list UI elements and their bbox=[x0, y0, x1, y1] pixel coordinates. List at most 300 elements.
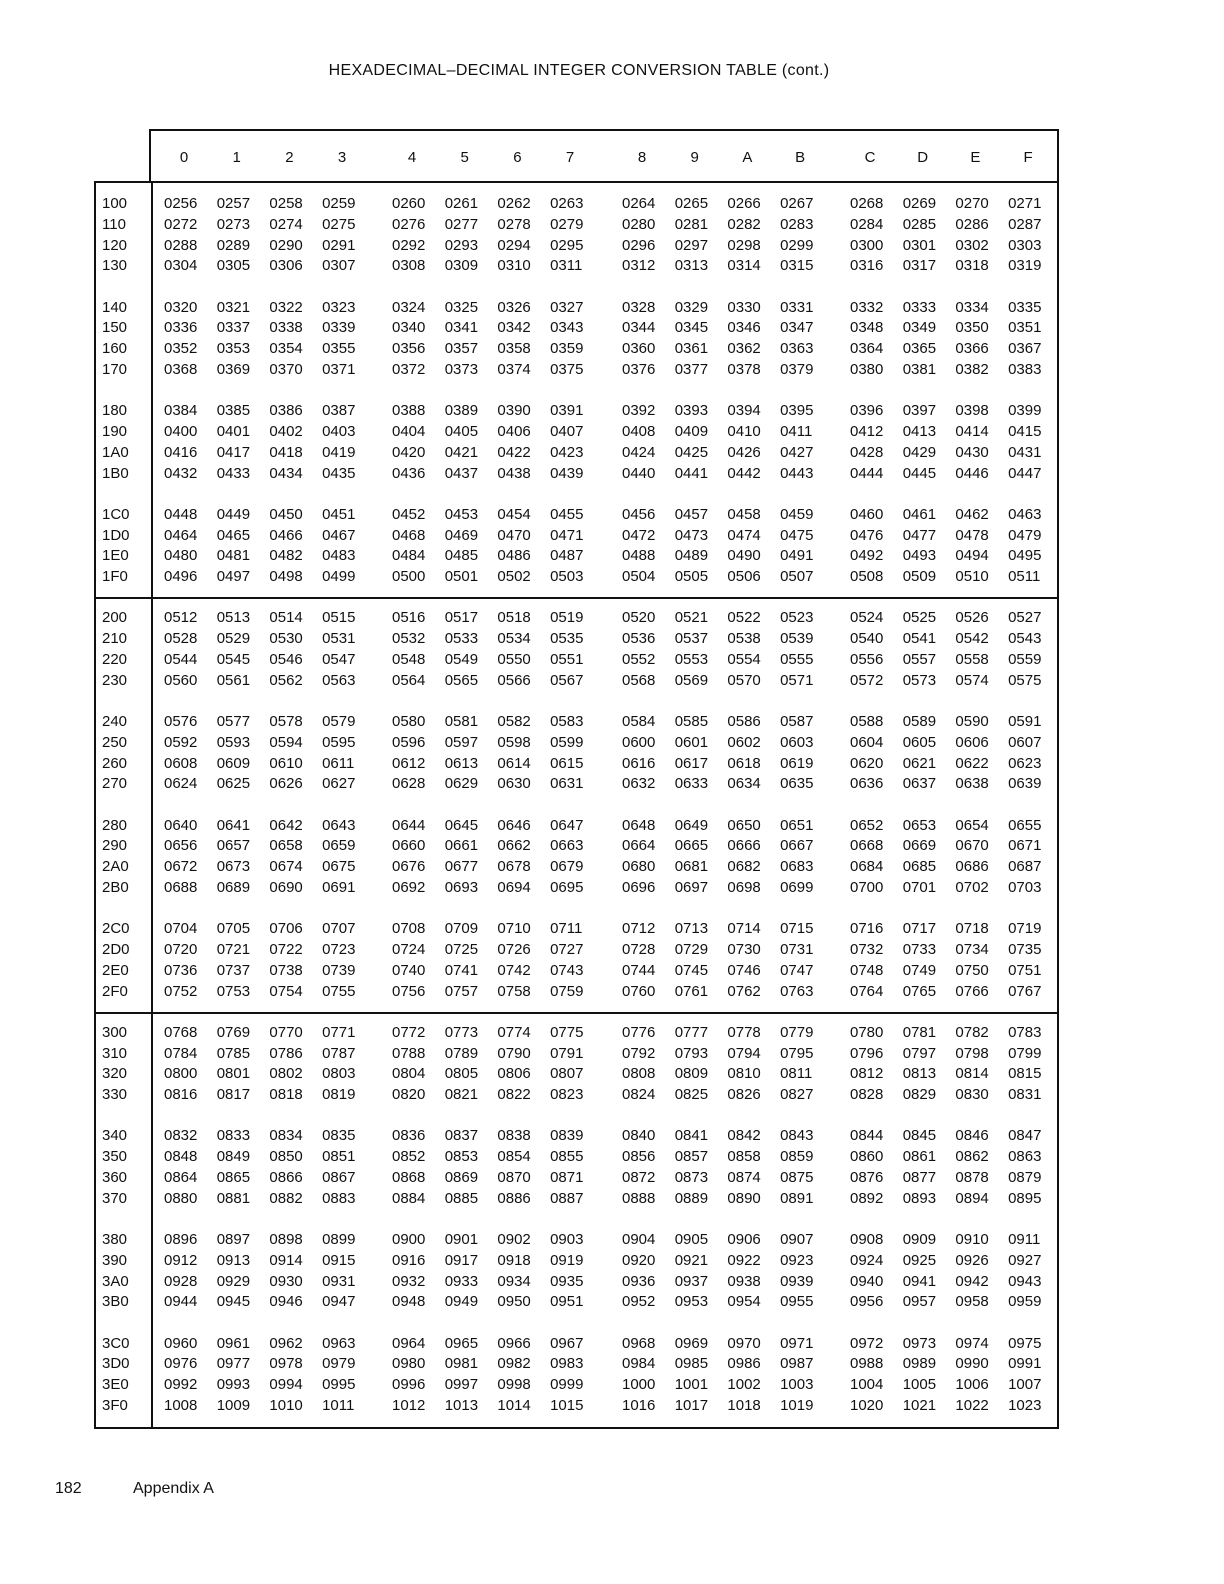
table-cell: 0824 bbox=[622, 1086, 656, 1104]
table-cell: 0967 bbox=[550, 1334, 584, 1352]
table-cell: 0923 bbox=[780, 1251, 814, 1269]
table-cell: 0781 bbox=[902, 1023, 937, 1041]
table-cell: 0595 bbox=[322, 733, 356, 751]
table-cell: 0952 bbox=[622, 1293, 656, 1311]
table-cell: 0977 bbox=[216, 1355, 251, 1373]
table-cell: 0436 bbox=[392, 464, 426, 482]
table-cell: 0534 bbox=[497, 630, 531, 648]
table-cell: 0546 bbox=[269, 651, 303, 668]
table-cell: 0631 bbox=[550, 775, 584, 793]
table-cell: 0384 bbox=[164, 402, 198, 420]
table-cell: 0457 bbox=[674, 505, 709, 523]
table-cell: 0729 bbox=[674, 941, 709, 958]
table-cell: 0788 bbox=[392, 1044, 426, 1062]
table-cell: 0477 bbox=[902, 526, 937, 544]
table-cell: 0285 bbox=[902, 215, 937, 233]
table-cell: 0678 bbox=[497, 858, 531, 876]
table-cell: 0749 bbox=[902, 961, 937, 979]
table-cell: 1020 bbox=[850, 1397, 884, 1414]
table-cell: 0846 bbox=[955, 1127, 989, 1145]
table-cell: 0404 bbox=[392, 423, 426, 440]
table-cell: 0608 bbox=[164, 754, 198, 772]
table-cell: 0286 bbox=[955, 215, 989, 233]
table-cell: 0877 bbox=[902, 1169, 937, 1186]
row-label: 220 bbox=[102, 651, 128, 668]
table-cell: 0907 bbox=[780, 1231, 814, 1248]
row-label: 1F0 bbox=[102, 568, 128, 586]
table-cell: 0936 bbox=[622, 1272, 656, 1290]
table-cell: 0642 bbox=[269, 816, 303, 834]
table-cell: 0473 bbox=[674, 526, 709, 544]
table-cell: 0890 bbox=[727, 1189, 761, 1207]
table-cell: 0347 bbox=[780, 319, 814, 337]
table-cell: 1003 bbox=[780, 1376, 814, 1394]
table-cell: 0744 bbox=[622, 961, 656, 979]
column-header-C: C bbox=[864, 149, 876, 166]
table-cell: 0685 bbox=[902, 858, 937, 876]
table-cell: 0656 bbox=[164, 837, 198, 855]
table-cell: 0551 bbox=[550, 651, 584, 668]
table-cell: 0797 bbox=[902, 1044, 937, 1062]
column-header-0: 0 bbox=[179, 149, 189, 166]
table-cell: 0308 bbox=[392, 257, 426, 275]
table-cell: 0259 bbox=[322, 195, 356, 212]
table-cell: 0541 bbox=[902, 630, 937, 648]
row-label: 390 bbox=[102, 1251, 128, 1269]
table-cell: 0859 bbox=[780, 1148, 814, 1166]
table-cell: 0491 bbox=[780, 547, 814, 565]
table-cell: 0487 bbox=[550, 547, 584, 565]
table-cell: 0429 bbox=[902, 443, 937, 461]
table-cell: 0693 bbox=[444, 879, 479, 896]
table-cell: 0419 bbox=[322, 443, 356, 461]
table-cell: 0896 bbox=[164, 1231, 198, 1248]
row-label: 2F0 bbox=[102, 982, 128, 1000]
table-cell: 0453 bbox=[444, 505, 479, 523]
table-cell: 1013 bbox=[444, 1397, 479, 1414]
table-cell: 0398 bbox=[955, 402, 989, 420]
table-cell: 0574 bbox=[955, 671, 989, 689]
table-cell: 0437 bbox=[444, 464, 479, 482]
table-cell: 0550 bbox=[497, 651, 531, 668]
table-cell: 0482 bbox=[269, 547, 303, 565]
table-cell: 0810 bbox=[727, 1065, 761, 1083]
table-cell: 0708 bbox=[392, 920, 426, 938]
table-cell: 0455 bbox=[550, 505, 584, 523]
table-cell: 0331 bbox=[780, 298, 814, 316]
table-cell: 0585 bbox=[674, 713, 709, 730]
table-cell: 0299 bbox=[780, 236, 814, 254]
table-cell: 0309 bbox=[444, 257, 479, 275]
table-cell: 0624 bbox=[164, 775, 198, 793]
table-cell: 0388 bbox=[392, 402, 426, 420]
table-cell: 0433 bbox=[216, 464, 251, 482]
table-cell: 0707 bbox=[322, 920, 356, 938]
table-cell: 0944 bbox=[164, 1293, 198, 1311]
table-cell: 0980 bbox=[392, 1355, 426, 1373]
table-cell: 1018 bbox=[727, 1397, 761, 1414]
table-cell: 0322 bbox=[269, 298, 303, 316]
table-cell: 0947 bbox=[322, 1293, 356, 1311]
table-cell: 0268 bbox=[850, 195, 884, 212]
table-cell: 0258 bbox=[269, 195, 303, 212]
table-cell: 0484 bbox=[392, 547, 426, 565]
table-cell: 0355 bbox=[322, 340, 356, 358]
table-cell: 0986 bbox=[727, 1355, 761, 1373]
table-cell: 0937 bbox=[674, 1272, 709, 1290]
section-label: Appendix A bbox=[133, 1480, 214, 1497]
table-cell: 0894 bbox=[955, 1189, 989, 1207]
table-cell: 0572 bbox=[850, 671, 884, 689]
table-cell: 0416 bbox=[164, 443, 198, 461]
table-cell: 0651 bbox=[780, 816, 814, 834]
table-cell: 0576 bbox=[164, 713, 198, 730]
table-cell: 0657 bbox=[216, 837, 251, 855]
table-cell: 0488 bbox=[622, 547, 656, 565]
table-cell: 0590 bbox=[955, 713, 989, 730]
table-cell: 1023 bbox=[1008, 1397, 1042, 1414]
table-cell: 0364 bbox=[850, 340, 884, 358]
table-cell: 0978 bbox=[269, 1355, 303, 1373]
table-cell: 0929 bbox=[216, 1272, 251, 1290]
table-cell: 0310 bbox=[497, 257, 531, 275]
page-title: HEXADECIMAL–DECIMAL INTEGER CONVERSION TABLE (cont.) bbox=[328, 62, 830, 79]
table-cell: 0699 bbox=[780, 879, 814, 896]
table-cell: 0895 bbox=[1008, 1189, 1042, 1207]
table-cell: 0371 bbox=[322, 361, 356, 378]
table-cell: 0376 bbox=[622, 361, 656, 378]
table-cell: 0822 bbox=[497, 1086, 531, 1104]
table-cell: 0727 bbox=[550, 941, 584, 958]
table-cell: 0510 bbox=[955, 568, 989, 586]
row-label: 3F0 bbox=[102, 1397, 128, 1414]
table-cell: 0988 bbox=[850, 1355, 884, 1373]
table-cell: 0691 bbox=[322, 879, 356, 896]
table-cell: 0319 bbox=[1008, 257, 1042, 275]
table-cell: 0568 bbox=[622, 671, 656, 689]
table-cell: 0671 bbox=[1008, 837, 1042, 855]
table-cell: 0583 bbox=[550, 713, 584, 730]
table-cell: 0663 bbox=[550, 837, 584, 855]
table-cell: 0872 bbox=[622, 1169, 656, 1186]
table-cell: 0755 bbox=[322, 982, 356, 1000]
table-cell: 0701 bbox=[902, 879, 937, 896]
row-label: 120 bbox=[102, 236, 128, 254]
column-header-3: 3 bbox=[337, 149, 347, 166]
table-cell: 0394 bbox=[727, 402, 761, 420]
section-divider bbox=[96, 1012, 1057, 1014]
table-cell: 0796 bbox=[850, 1044, 884, 1062]
table-cell: 0358 bbox=[497, 340, 531, 358]
table-cell: 0889 bbox=[674, 1189, 709, 1207]
table-cell: 0502 bbox=[497, 568, 531, 586]
table-cell: 0320 bbox=[164, 298, 198, 316]
table-cell: 0417 bbox=[216, 443, 251, 461]
table-cell: 0471 bbox=[550, 526, 584, 544]
table-cell: 0609 bbox=[216, 754, 251, 772]
table-cell: 0723 bbox=[322, 941, 356, 958]
table-cell: 0554 bbox=[727, 651, 761, 668]
table-cell: 0318 bbox=[955, 257, 989, 275]
table-cell: 0705 bbox=[216, 920, 251, 938]
table-cell: 0821 bbox=[444, 1086, 479, 1104]
table-cell: 0648 bbox=[622, 816, 656, 834]
column-header-1: 1 bbox=[232, 149, 241, 166]
table-cell: 0773 bbox=[444, 1023, 479, 1041]
table-cell: 0981 bbox=[444, 1355, 479, 1373]
table-cell: 0725 bbox=[444, 941, 479, 958]
table-cell: 0813 bbox=[902, 1065, 937, 1083]
table-cell: 0468 bbox=[392, 526, 426, 544]
table-cell: 0643 bbox=[322, 816, 356, 834]
table-cell: 0710 bbox=[497, 920, 531, 938]
table-cell: 0951 bbox=[550, 1293, 584, 1311]
table-cell: 0314 bbox=[727, 257, 761, 275]
table-cell: 0728 bbox=[622, 941, 656, 958]
table-cell: 0775 bbox=[550, 1023, 584, 1041]
table-cell: 0761 bbox=[674, 982, 709, 1000]
table-cell: 0971 bbox=[780, 1334, 814, 1352]
table-cell: 0669 bbox=[902, 837, 937, 855]
row-label: 1C0 bbox=[102, 505, 130, 523]
table-cell: 0470 bbox=[497, 526, 531, 544]
table-cell: 0808 bbox=[622, 1065, 656, 1083]
table-cell: 0605 bbox=[902, 733, 937, 751]
table-cell: 0518 bbox=[497, 609, 531, 627]
table-cell: 0886 bbox=[497, 1189, 531, 1207]
table-cell: 0311 bbox=[550, 257, 583, 275]
table-cell: 0535 bbox=[550, 630, 584, 648]
table-cell: 0272 bbox=[164, 215, 198, 233]
table-cell: 0516 bbox=[392, 609, 426, 627]
column-header-4: 4 bbox=[407, 149, 417, 166]
row-label: 3E0 bbox=[102, 1376, 129, 1394]
table-cell: 0746 bbox=[727, 961, 761, 979]
table-cell: 0448 bbox=[164, 505, 198, 523]
table-cell: 0993 bbox=[216, 1376, 251, 1394]
table-cell: 0382 bbox=[955, 361, 989, 378]
column-header-2: 2 bbox=[285, 149, 294, 166]
table-cell: 0802 bbox=[269, 1065, 303, 1083]
table-cell: 0803 bbox=[322, 1065, 356, 1083]
table-cell: 0613 bbox=[444, 754, 479, 772]
row-label: 100 bbox=[102, 195, 128, 212]
table-cell: 0592 bbox=[164, 733, 198, 751]
table-cell: 0341 bbox=[444, 319, 479, 337]
table-cell: 0327 bbox=[550, 298, 584, 316]
table-cell: 0696 bbox=[622, 879, 656, 896]
table-cell: 0785 bbox=[216, 1044, 251, 1062]
table-cell: 0586 bbox=[727, 713, 761, 730]
table-cell: 0537 bbox=[674, 630, 709, 648]
table-cell: 0871 bbox=[550, 1169, 584, 1186]
table-cell: 0957 bbox=[902, 1293, 937, 1311]
table-cell: 0295 bbox=[550, 236, 584, 254]
table-cell: 0514 bbox=[269, 609, 303, 627]
table-cell: 0718 bbox=[955, 920, 989, 938]
row-label: 110 bbox=[102, 215, 126, 233]
table-cell: 0633 bbox=[674, 775, 709, 793]
table-cell: 0953 bbox=[674, 1293, 709, 1311]
table-cell: 0265 bbox=[674, 195, 709, 212]
table-cell: 0517 bbox=[444, 609, 479, 627]
column-header-9: 9 bbox=[690, 149, 699, 166]
table-cell: 0598 bbox=[497, 733, 531, 751]
table-cell: 0451 bbox=[322, 505, 356, 523]
table-cell: 0504 bbox=[622, 568, 656, 586]
table-cell: 0306 bbox=[269, 257, 303, 275]
table-cell: 1005 bbox=[902, 1376, 937, 1394]
table-cell: 0958 bbox=[955, 1293, 989, 1311]
table-cell: 0301 bbox=[902, 236, 937, 254]
table-cell: 0983 bbox=[550, 1355, 584, 1373]
table-cell: 0816 bbox=[164, 1086, 198, 1104]
table-cell: 0857 bbox=[674, 1148, 709, 1166]
table-cell: 0724 bbox=[392, 941, 426, 958]
table-cell: 0389 bbox=[444, 402, 479, 420]
table-cell: 0864 bbox=[164, 1169, 198, 1186]
table-cell: 0385 bbox=[216, 402, 251, 420]
table-cell: 0668 bbox=[850, 837, 884, 855]
table-cell: 0478 bbox=[955, 526, 989, 544]
table-cell: 0711 bbox=[550, 920, 583, 938]
table-cell: 0845 bbox=[902, 1127, 937, 1145]
table-cell: 0961 bbox=[216, 1334, 251, 1352]
table-cell: 0438 bbox=[497, 464, 531, 482]
table-cell: 0997 bbox=[444, 1376, 479, 1394]
table-cell: 0695 bbox=[550, 879, 584, 896]
table-cell: 0893 bbox=[902, 1189, 937, 1207]
table-cell: 0949 bbox=[444, 1293, 479, 1311]
table-cell: 0552 bbox=[622, 651, 656, 668]
table-cell: 0768 bbox=[164, 1023, 198, 1041]
table-cell: 0548 bbox=[392, 651, 426, 668]
table-cell: 0365 bbox=[902, 340, 937, 358]
table-cell: 0840 bbox=[622, 1127, 656, 1145]
table-cell: 0673 bbox=[216, 858, 251, 876]
table-cell: 0905 bbox=[674, 1231, 709, 1248]
table-cell: 0903 bbox=[550, 1231, 584, 1248]
table-cell: 0260 bbox=[392, 195, 426, 212]
table-cell: 0564 bbox=[392, 671, 426, 689]
table-cell: 0789 bbox=[444, 1044, 479, 1062]
table-cell: 0928 bbox=[164, 1272, 198, 1290]
table-cell: 0706 bbox=[269, 920, 303, 938]
table-cell: 0815 bbox=[1008, 1065, 1042, 1083]
table-cell: 0363 bbox=[780, 340, 814, 358]
table-cell: 0681 bbox=[674, 858, 709, 876]
table-cell: 0913 bbox=[216, 1251, 251, 1269]
row-label: 130 bbox=[102, 257, 128, 275]
table-cell: 0426 bbox=[727, 443, 761, 461]
table-cell: 0783 bbox=[1008, 1023, 1042, 1041]
row-label: 300 bbox=[102, 1023, 128, 1041]
table-cell: 0829 bbox=[902, 1086, 937, 1104]
table-cell: 0271 bbox=[1008, 195, 1042, 212]
table-cell: 0304 bbox=[164, 257, 198, 275]
table-cell: 0805 bbox=[444, 1065, 479, 1083]
table-cell: 0754 bbox=[269, 982, 303, 1000]
row-label: 330 bbox=[102, 1086, 128, 1104]
table-cell: 0270 bbox=[955, 195, 989, 212]
table-cell: 0591 bbox=[1008, 713, 1042, 730]
column-header-8: 8 bbox=[637, 149, 647, 166]
table-cell: 0812 bbox=[850, 1065, 884, 1083]
row-label: 3A0 bbox=[102, 1272, 129, 1290]
row-label: 160 bbox=[102, 340, 128, 358]
table-cell: 0440 bbox=[622, 464, 656, 482]
table-cell: 0732 bbox=[850, 941, 884, 958]
table-cell: 0257 bbox=[216, 195, 251, 212]
table-cell: 0794 bbox=[727, 1044, 761, 1062]
table-cell: 0372 bbox=[392, 361, 426, 378]
table-cell: 0851 bbox=[322, 1148, 356, 1166]
table-cell: 0587 bbox=[780, 713, 814, 730]
table-cell: 0740 bbox=[392, 961, 426, 979]
table-cell: 0721 bbox=[216, 941, 251, 958]
table-cell: 0302 bbox=[955, 236, 989, 254]
table-cell: 0767 bbox=[1008, 982, 1042, 1000]
table-cell: 0629 bbox=[444, 775, 479, 793]
table-cell: 0617 bbox=[674, 754, 709, 772]
table-cell: 0778 bbox=[727, 1023, 761, 1041]
table-cell: 0528 bbox=[164, 630, 198, 648]
table-cell: 0582 bbox=[497, 713, 531, 730]
table-cell: 0834 bbox=[269, 1127, 303, 1145]
table-cell: 0798 bbox=[955, 1044, 989, 1062]
table-cell: 0660 bbox=[392, 837, 426, 855]
table-cell: 0964 bbox=[392, 1334, 426, 1352]
table-cell: 0507 bbox=[780, 568, 814, 586]
table-cell: 0636 bbox=[850, 775, 884, 793]
row-label: 290 bbox=[102, 837, 128, 855]
table-cell: 0858 bbox=[727, 1148, 761, 1166]
table-cell: 0925 bbox=[902, 1251, 937, 1269]
table-cell: 0276 bbox=[392, 215, 426, 233]
table-cell: 0415 bbox=[1008, 423, 1042, 440]
table-cell: 0521 bbox=[674, 609, 709, 627]
table-cell: 0655 bbox=[1008, 816, 1042, 834]
table-cell: 0910 bbox=[955, 1231, 989, 1248]
table-cell: 0772 bbox=[392, 1023, 426, 1041]
table-cell: 0369 bbox=[216, 361, 251, 378]
table-cell: 0427 bbox=[780, 443, 814, 461]
table-cell: 0403 bbox=[322, 423, 356, 440]
table-cell: 0328 bbox=[622, 298, 656, 316]
table-cell: 0682 bbox=[727, 858, 761, 876]
table-cell: 0532 bbox=[392, 630, 426, 648]
table-cell: 0716 bbox=[850, 920, 884, 938]
table-cell: 0626 bbox=[269, 775, 303, 793]
row-label: 320 bbox=[102, 1065, 128, 1083]
table-cell: 0919 bbox=[550, 1251, 584, 1269]
table-cell: 0956 bbox=[850, 1293, 884, 1311]
table-cell: 0734 bbox=[955, 941, 989, 958]
table-cell: 0614 bbox=[497, 754, 531, 772]
table-cell: 0926 bbox=[955, 1251, 989, 1269]
table-cell: 0861 bbox=[902, 1148, 937, 1166]
table-cell: 0955 bbox=[780, 1293, 814, 1311]
table-cell: 0462 bbox=[955, 505, 989, 523]
table-cell: 0897 bbox=[216, 1231, 251, 1248]
table-cell: 0349 bbox=[902, 319, 937, 337]
table-cell: 0752 bbox=[164, 982, 198, 1000]
table-cell: 1012 bbox=[392, 1397, 426, 1414]
table-cell: 0914 bbox=[269, 1251, 303, 1269]
table-cell: 0704 bbox=[164, 920, 198, 938]
table-cell: 0520 bbox=[622, 609, 656, 627]
table-cell: 0316 bbox=[850, 257, 884, 275]
